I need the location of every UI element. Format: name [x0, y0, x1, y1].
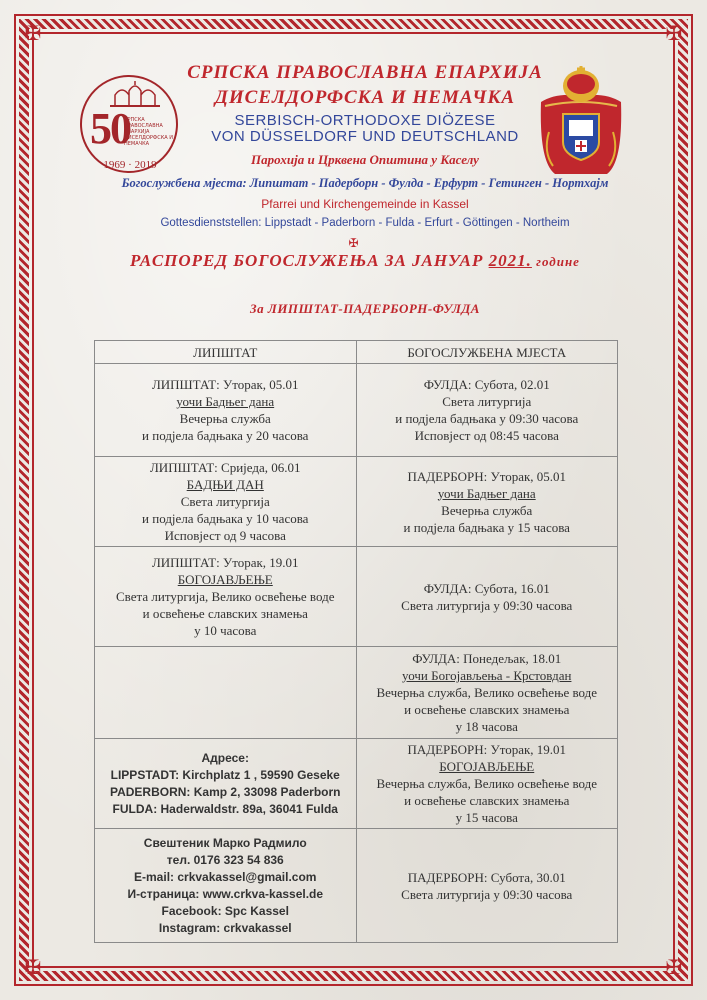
logo-number: 50: [90, 104, 130, 153]
cell-line: ПАДЕРБОРН: Субота, 30.01: [407, 869, 566, 885]
table-header-row: [95, 341, 618, 364]
cell-line: Вечерња служба: [441, 502, 533, 518]
table-row: [95, 739, 618, 829]
cell-line: Света литургија у 09:30 часова: [401, 886, 573, 902]
cell-line: ФУЛДА: Субота, 02.01: [423, 377, 550, 392]
cell-line: ФУЛДА: Понедељак, 18.01: [412, 651, 562, 666]
cell-line: Адресе:: [201, 750, 249, 765]
cell-line: Света литургија: [180, 494, 270, 509]
cell-line: и подјела бадњака у 10 часова: [142, 511, 309, 526]
cell-line: ЛИПШТАТ: Уторак, 19.01: [151, 555, 299, 570]
cell-line: БОГОЈАВЉЕЊЕ: [439, 759, 535, 774]
parish-german: Pfarrei und Kirchengemeinde in Kassel: [261, 197, 469, 211]
cell-line: ПАДЕРБОРН: Уторак, 19.01: [407, 742, 567, 757]
table-cell: [95, 547, 357, 647]
cell-line: и подјела бадњака у 20 часова: [142, 428, 309, 443]
table-row: [95, 547, 618, 647]
table-row: [95, 829, 618, 943]
logo-text: СРПСКА ПРАВОСЛАВНА ЕПАРХИЈА ДИСЕЛДОРФСКА И НЕМАЧКА: [124, 117, 174, 147]
table-row: [95, 647, 618, 739]
cell-line: и подјела бадњака у 15 часова: [403, 519, 570, 535]
cell-line: у 18 часова: [455, 719, 518, 734]
table-cell: [356, 457, 618, 547]
title-de-line1: SERBISCH-ORTHODOXE DIÖZESE: [234, 112, 496, 129]
ornament-cross-icon: ✠: [348, 236, 359, 250]
cell-line: уочи Богојављења - Крстовдан: [402, 668, 572, 683]
cell-line: БОГОЈАВЉЕЊЕ: [177, 572, 273, 587]
places-german: Gottesdienststellen: Lippstadt - Paderborn - Fulda - Erfurt - Göttingen - Northeim: [160, 217, 570, 229]
cell-line: LIPPSTADT: Kirchplatz 1 , 59590 Geseke: [110, 767, 340, 782]
facebook-link[interactable]: Facebook: Spc Kassel: [161, 903, 289, 918]
schedule-suffix: године: [531, 254, 580, 269]
table-cell: [356, 547, 618, 647]
corner-cross-icon: ✠: [665, 21, 683, 45]
title-line2: ДИСЕЛДОРФСКА И НЕМАЧКА: [214, 87, 516, 108]
logo-years: 1969 · 2019: [103, 159, 157, 171]
cell-line: БАДЊИ ДАН: [186, 477, 264, 492]
instagram-link[interactable]: Instagram: crkvakassel: [158, 920, 292, 935]
cell-line: тел. 0176 323 54 836: [166, 852, 284, 867]
places-serbian: Богослужбена мјеста: Липштат - Падерборн - Фулда - Ерфурт - Гетинген - Нортхајм: [121, 176, 609, 190]
cell-line: Света литургија, Велико освећење воде: [116, 589, 335, 604]
cell-line: и освећење славских знамења: [404, 702, 570, 717]
cell-line: FULDA: Haderwaldstr. 89a, 36041 Fulda: [112, 801, 338, 816]
schedule-title-text: РАСПОРЕД БОГОСЛУЖЕЊА ЗА ЈАНУАР: [130, 251, 489, 270]
email-link[interactable]: E-mail: crkvakassel@gmail.com: [134, 869, 317, 884]
column-header: ЛИПШТАТ: [95, 341, 357, 364]
cell-line: Вечерња служба: [179, 411, 271, 426]
cell-line: Исповјест од 08:45 часова: [414, 428, 559, 443]
cell-line: ЛИПШТАТ: Уторак, 05.01: [151, 377, 299, 392]
cell-line: Свештеник Марко Радмило: [143, 835, 307, 850]
table-cell: [356, 364, 618, 457]
cell-line: и освећење славских знамења: [404, 793, 570, 808]
cell-line: Вечерња служба, Велико освећење воде: [376, 685, 598, 700]
cell-line: ПАДЕРБОРН: Уторак, 05.01: [407, 468, 567, 484]
cell-line: Света литургија: [442, 394, 532, 409]
corner-cross-icon: ✠: [24, 955, 42, 979]
website-link[interactable]: И-страница: www.crkva-kassel.de: [127, 886, 324, 901]
schedule-title: [90, 251, 620, 271]
table-row: [95, 457, 618, 547]
corner-cross-icon: ✠: [24, 21, 42, 45]
cell-line: ЛИПШТАТ: Сриједа, 06.01: [149, 460, 301, 475]
schedule-subtitle: За ЛИПШТАТ-ПАДЕРБОРН-ФУЛДА: [250, 301, 480, 316]
corner-cross-icon: ✠: [665, 955, 683, 979]
schedule-year: 2021.: [488, 251, 532, 270]
table-cell: [95, 364, 357, 457]
cell-line: ФУЛДА: Субота, 16.01: [423, 580, 550, 596]
column-header: БОГОСЛУЖБЕНА МЈЕСТА: [356, 341, 618, 364]
table-cell: [356, 739, 618, 829]
cell-line: уочи Бадњег дана: [437, 485, 536, 501]
table-cell: [95, 829, 357, 943]
schedule-table: [94, 340, 618, 943]
cell-line: и освећење славских знамења: [142, 606, 308, 621]
cell-line: у 10 часова: [194, 623, 257, 638]
table-cell-empty: [95, 647, 357, 739]
cell-line: Исповјест од 9 часова: [164, 528, 286, 543]
table-cell: [95, 457, 357, 547]
cell-line: Вечерња служба, Велико освећење воде: [376, 776, 598, 791]
cell-line: PADERBORN: Kamp 2, 33098 Paderborn: [109, 784, 341, 799]
title-de-line2: VON DÜSSELDORF UND DEUTSCHLAND: [211, 128, 519, 145]
cell-line: и подјела бадњака у 09:30 часова: [395, 411, 579, 426]
table-cell: [95, 739, 357, 829]
table-cell: [356, 829, 618, 943]
table-row: [95, 364, 618, 457]
cell-line: Света литургија у 09:30 часова: [401, 597, 573, 613]
table-cell: [356, 647, 618, 739]
cell-line: уочи Бадњег дана: [176, 394, 275, 409]
title-line1: СРПСКА ПРАВОСЛАВНА ЕПАРХИЈА: [187, 62, 543, 83]
parish-serbian: Парохија и Црквена Општина у Каселу: [251, 152, 479, 167]
cell-line: у 15 часова: [455, 810, 518, 825]
